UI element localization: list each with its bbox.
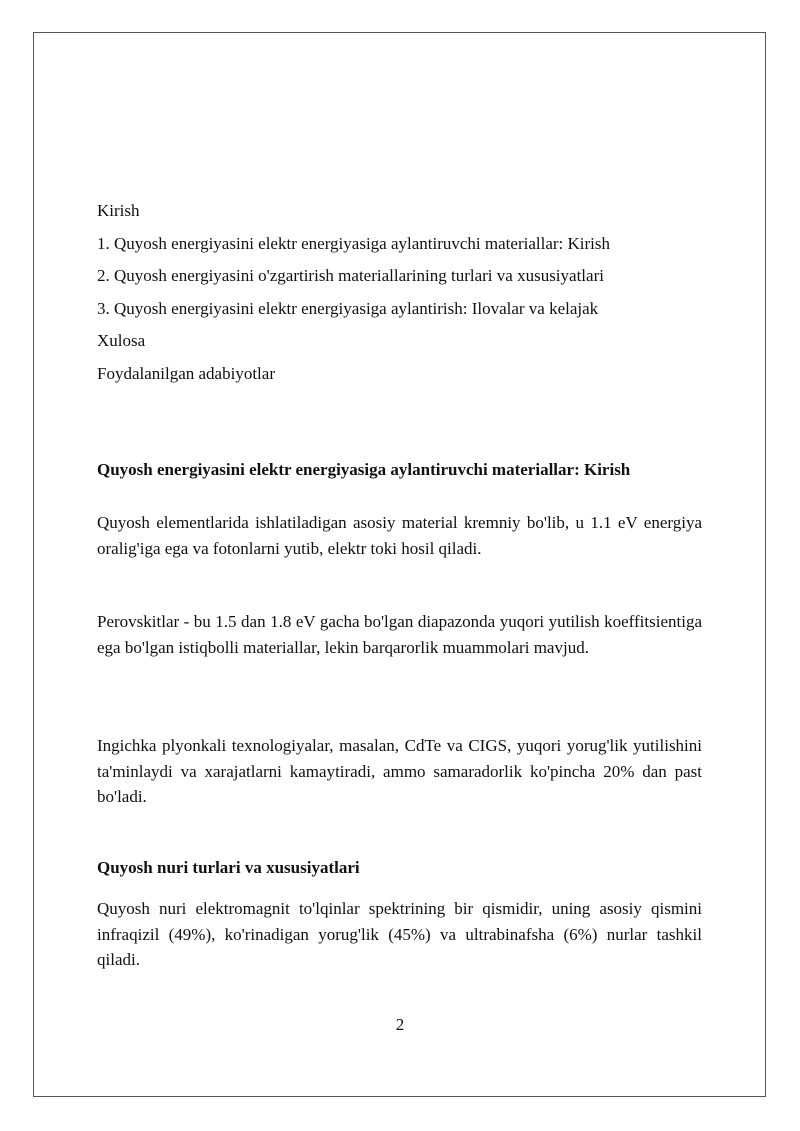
paragraph-sunlight-spectrum: Quyosh nuri elektromagnit to'lqinlar spektrining bir qismidir, uning asosiy qismini infraqizil (49%), ko'rinadigan yorug'lik (45%) va ultrabinafsha (6%) nurlar tashkil qiladi. [97, 899, 702, 969]
paragraph-thin-film: Ingichka plyonkali texnologiyalar, masalan, CdTe va CIGS, yuqori yorug'lik yutilishini ta'minlaydi va xarajatlarni kamaytiradi, ammo samaradorlik ko'pincha 20% dan past bo'ladi. [97, 736, 702, 806]
paragraph-silicon: Quyosh elementlarida ishlatiladigan asosiy material kremniy bo'lib, u 1.1 eV energiya oralig'iga ega va fotonlarni yutib, elektr toki hosil qiladi. [97, 513, 702, 558]
toc-item-2: 2. Quyosh energiyasini o'zgartirish materiallarining turlari va xususiyatlari [97, 266, 604, 286]
toc-item-conclusion: Xulosa [97, 331, 146, 351]
toc-item-intro: Kirish [97, 201, 140, 220]
toc-item-1: 1. Quyosh energiyasini elektr energiyasiga aylantiruvchi materiallar: Kirish [97, 233, 610, 253]
paragraph-perovskites: Perovskitlar - bu 1.5 dan 1.8 eV gacha bo'lgan diapazonda yuqori yutilish koeffitsientiga ega bo'lgan istiqbolli materiallar, lekin barqarorlik muammolari mavjud. [97, 612, 702, 657]
table-of-contents [97, 200, 702, 396]
toc-item-references: Foydalanilgan adabiyotlar [97, 363, 275, 383]
page-number: 2 [395, 1015, 405, 1034]
section-heading-sunlight: Quyosh nuri turlari va xususiyatlari [97, 858, 360, 877]
toc-item-3: 3. Quyosh energiyasini elektr energiyasiga aylantirish: Ilovalar va kelajak [97, 298, 599, 318]
section-heading-materials: Quyosh energiyasini elektr energiyasiga aylantiruvchi materiallar: Kirish [97, 460, 631, 479]
